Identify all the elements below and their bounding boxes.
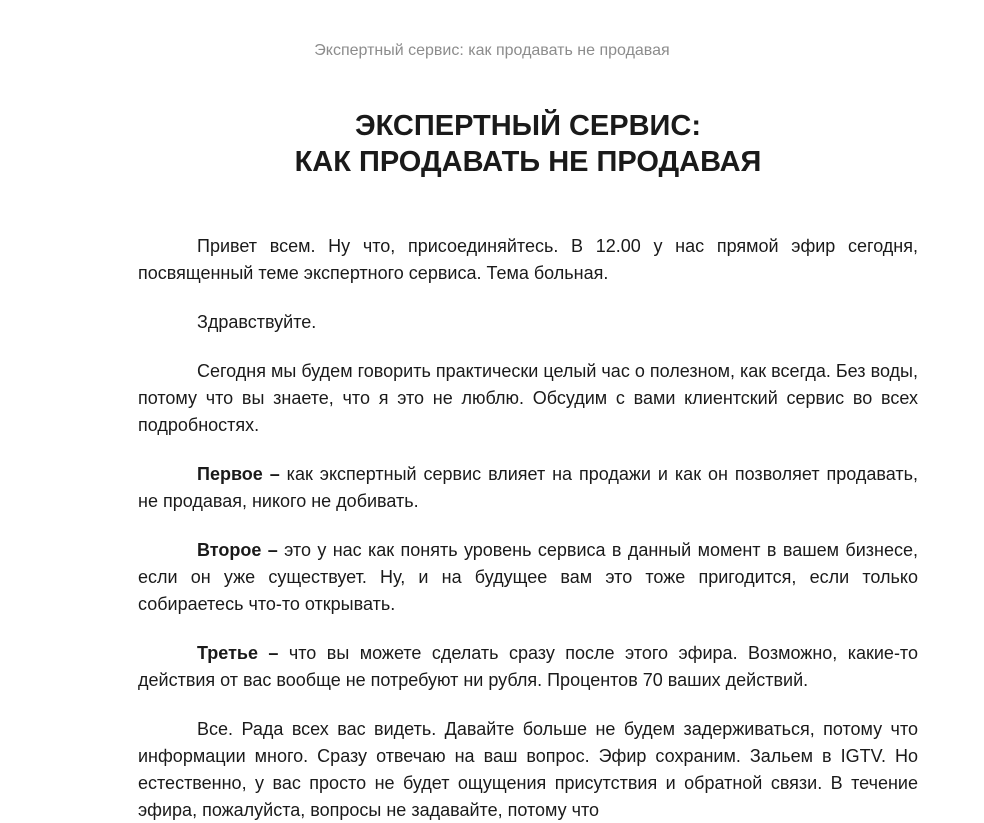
document-body: [138, 233, 918, 823]
title-line-1: ЭКСПЕРТНЫЙ СЕРВИС:: [354, 110, 701, 142]
paragraph-text: как экспертный сервис влияет на продажи и как он позволяет продавать, не продавая, никого не добивать.: [138, 464, 918, 511]
paragraph-third-point: [138, 640, 918, 694]
paragraph-text: это у нас как понять уровень сервиса в данный момент в вашем бизнесе, если он уже существует. Ну, и на будущее вам это тоже пригодится, если только собираетесь что-то открывать.: [138, 540, 918, 614]
paragraph-text: Здравствуйте.: [197, 312, 317, 332]
paragraph-first-point: [138, 461, 918, 515]
paragraph-text: Сегодня мы будем говорить практически целый час о полезном, как всегда. Без воды, потому что вы знаете, что я это не люблю. Обсудим с вами клиентский сервис во всех подробностях.: [138, 361, 918, 435]
paragraph-closing: [138, 716, 918, 823]
paragraph-text: Все. Рада всех вас видеть. Давайте больше не будем задерживаться, потому что информации много. Сразу отвечаю на ваш вопрос. Эфир сохраним. Зальем в IGTV. Но естественно, у вас просто не будет ощущения присутствия и обратной связи. В течение эфира, пожалуйста, вопросы не задавайте, потому что: [138, 719, 918, 820]
title-line-2: КАК ПРОДАВАТЬ НЕ ПРОДАВАЯ: [294, 146, 762, 178]
paragraph-lead: Третье –: [197, 643, 279, 663]
paragraph-text: что вы можете сделать сразу после этого эфира. Возможно, какие-то действия от вас вообще не потребуют ни рубля. Процентов 70 ваших действий.: [138, 643, 918, 690]
paragraph-lead: Второе –: [197, 540, 278, 560]
paragraph-hello: [138, 309, 918, 336]
paragraph-second-point: [138, 537, 918, 618]
running-header: Экспертный сервис: как продавать не продавая: [314, 42, 670, 59]
paragraph-intro: [138, 358, 918, 439]
paragraph-lead: Первое –: [197, 464, 280, 484]
paragraph-greeting: [138, 233, 918, 287]
paragraph-text: Привет всем. Ну что, присоединяйтесь. В 12.00 у нас прямой эфир сегодня, посвященный теме экспертного сервиса. Тема больная.: [138, 236, 918, 283]
document-title: [0, 108, 984, 180]
